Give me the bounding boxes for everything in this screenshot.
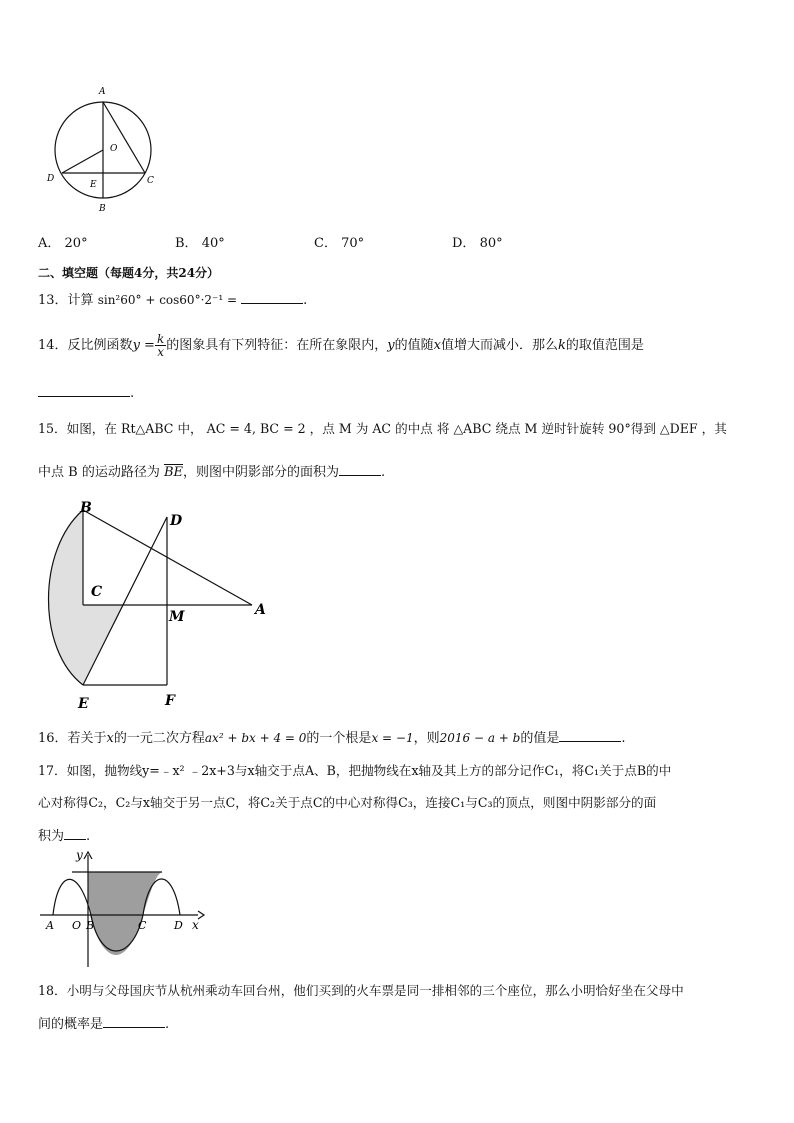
label-o: O bbox=[72, 919, 82, 932]
q14-y-equals: y = bbox=[132, 338, 155, 353]
q14-number: 14． bbox=[38, 338, 68, 353]
q15-arc-be: $\overline{BE}$ bbox=[163, 465, 183, 480]
question-13 bbox=[38, 290, 307, 310]
q17-line3 bbox=[38, 826, 90, 846]
label-a: A bbox=[255, 602, 266, 618]
label-d: D bbox=[47, 174, 55, 184]
q17-line3-text: 积为 bbox=[38, 829, 65, 844]
q16-text5: 的值是 bbox=[520, 731, 560, 746]
option-c bbox=[314, 235, 364, 253]
label-c: C bbox=[147, 176, 154, 186]
option-a-letter: A． bbox=[38, 236, 61, 251]
q15-end: . bbox=[381, 465, 386, 480]
option-d bbox=[452, 235, 503, 253]
q18-end: . bbox=[165, 1017, 170, 1032]
q17-line2: 心对称得C₂，C₂与x轴交于另一点C，将C₂关于点C的中心对称得C₃，连接C₁与C₃的顶点，则图中阴影部分的面 bbox=[38, 795, 657, 810]
q16-answer-blank bbox=[559, 728, 621, 742]
q16-text3: 的一个根是 bbox=[306, 731, 372, 746]
q16-text2: 的一元二次方程 bbox=[113, 731, 205, 746]
label-x: x bbox=[192, 918, 199, 932]
shaded-region bbox=[49, 510, 124, 685]
option-d-value: 80° bbox=[479, 236, 503, 251]
q18-line2-text: 间的概率是 bbox=[38, 1017, 104, 1032]
q16-end: . bbox=[621, 731, 626, 746]
option-b bbox=[175, 235, 225, 253]
label-b: B bbox=[99, 204, 106, 214]
label-e: E bbox=[78, 696, 89, 712]
q14-y: y bbox=[387, 338, 395, 353]
q15-line2a: 中点 B 的运动路径为 bbox=[38, 465, 164, 480]
label-a: A bbox=[46, 919, 54, 932]
label-c: C bbox=[138, 919, 147, 932]
label-o: O bbox=[110, 144, 118, 154]
shaded-upper bbox=[88, 872, 163, 915]
label-d: D bbox=[174, 919, 183, 932]
rotation-figure bbox=[40, 495, 280, 715]
option-b-value: 40° bbox=[201, 236, 225, 251]
q14-text1: 反比例函数 bbox=[67, 338, 133, 353]
q13-end: . bbox=[303, 293, 308, 308]
curve-c1 bbox=[53, 879, 91, 915]
line-od bbox=[62, 150, 103, 173]
q14-fraction bbox=[155, 333, 166, 358]
q14-answer-blank bbox=[38, 383, 130, 397]
question-16 bbox=[38, 728, 626, 748]
q14-text5: 的取值范围是 bbox=[565, 338, 644, 353]
circle-figure bbox=[40, 80, 170, 215]
label-b: B bbox=[86, 919, 95, 932]
q17-line1: 17．如图，抛物线y=﹣x² ﹣2x+3与x轴交于点A、B，把抛物线在x轴及其上方的部分记作C₁，将C₁关于点B的中 bbox=[38, 763, 672, 778]
option-c-value: 70° bbox=[341, 236, 365, 251]
section-title: 二、填空题（每题4分，共24分） bbox=[38, 266, 220, 280]
parabola-figure bbox=[38, 845, 208, 970]
label-m: M bbox=[169, 609, 185, 625]
q14-k: k bbox=[557, 338, 566, 353]
q18-answer-blank bbox=[103, 1014, 165, 1028]
q16-expression: 2016 − a + b bbox=[439, 731, 521, 745]
q14-end: . bbox=[130, 386, 135, 401]
q14-x: x bbox=[433, 338, 441, 353]
x-axis-arrow bbox=[198, 911, 204, 919]
q16-root: x = −1 bbox=[371, 731, 414, 745]
label-y: y bbox=[76, 848, 83, 862]
q17-answer-blank bbox=[64, 826, 86, 840]
q18-line2 bbox=[38, 1014, 169, 1034]
q14-frac-den: x bbox=[157, 345, 164, 359]
label-f: F bbox=[165, 693, 175, 709]
q13-number: 13． bbox=[38, 293, 68, 308]
label-d: D bbox=[170, 513, 183, 529]
question-14 bbox=[38, 328, 644, 364]
label-a: A bbox=[99, 87, 106, 97]
q15-line2b: ，则图中阴影部分的面积为 bbox=[183, 465, 340, 480]
q15-answer-blank bbox=[339, 462, 381, 476]
line-ac bbox=[103, 102, 145, 173]
label-b: B bbox=[80, 500, 92, 516]
q13-expression: sin²60° + cos60°·2⁻¹ = bbox=[97, 293, 238, 307]
option-a bbox=[38, 235, 88, 253]
option-c-letter: C． bbox=[314, 236, 337, 251]
q16-x: x bbox=[106, 731, 114, 746]
q15-line2 bbox=[38, 462, 385, 482]
line-de bbox=[83, 517, 167, 685]
q14-text4: 值增大而减小．那么 bbox=[440, 338, 558, 353]
option-a-value: 20° bbox=[64, 236, 88, 251]
q14-text3: 的值随 bbox=[394, 338, 434, 353]
q16-text1: 16．若关于 bbox=[38, 731, 107, 746]
label-c: C bbox=[91, 584, 103, 600]
label-e: E bbox=[90, 180, 97, 190]
q14-answer-line bbox=[38, 383, 134, 403]
q16-text4: ，则 bbox=[413, 731, 440, 746]
option-d-letter: D． bbox=[452, 236, 476, 251]
option-b-letter: B． bbox=[175, 236, 198, 251]
q13-answer-blank bbox=[241, 290, 303, 304]
q13-prefix: 计算 bbox=[67, 293, 94, 308]
q15-line1: 15．如图，在 Rt△ABC 中， AC = 4, BC = 2 ，点 M 为 AC 的中点 将 △ABC 绕点 M 逆时针旋转 90°得到 △DEF ，其 bbox=[38, 421, 727, 436]
q17-end: . bbox=[86, 829, 91, 844]
q16-equation: ax² + bx + 4 = 0 bbox=[204, 731, 307, 745]
q14-text2: 的图象具有下列特征：在所在象限内， bbox=[166, 338, 388, 353]
q14-frac-num: k bbox=[156, 332, 165, 346]
q18-line1: 18．小明与父母国庆节从杭州乘动车回台州，他们买到的火车票是同一排相邻的三个座位，那么小明恰好坐在父母中 bbox=[38, 983, 684, 998]
